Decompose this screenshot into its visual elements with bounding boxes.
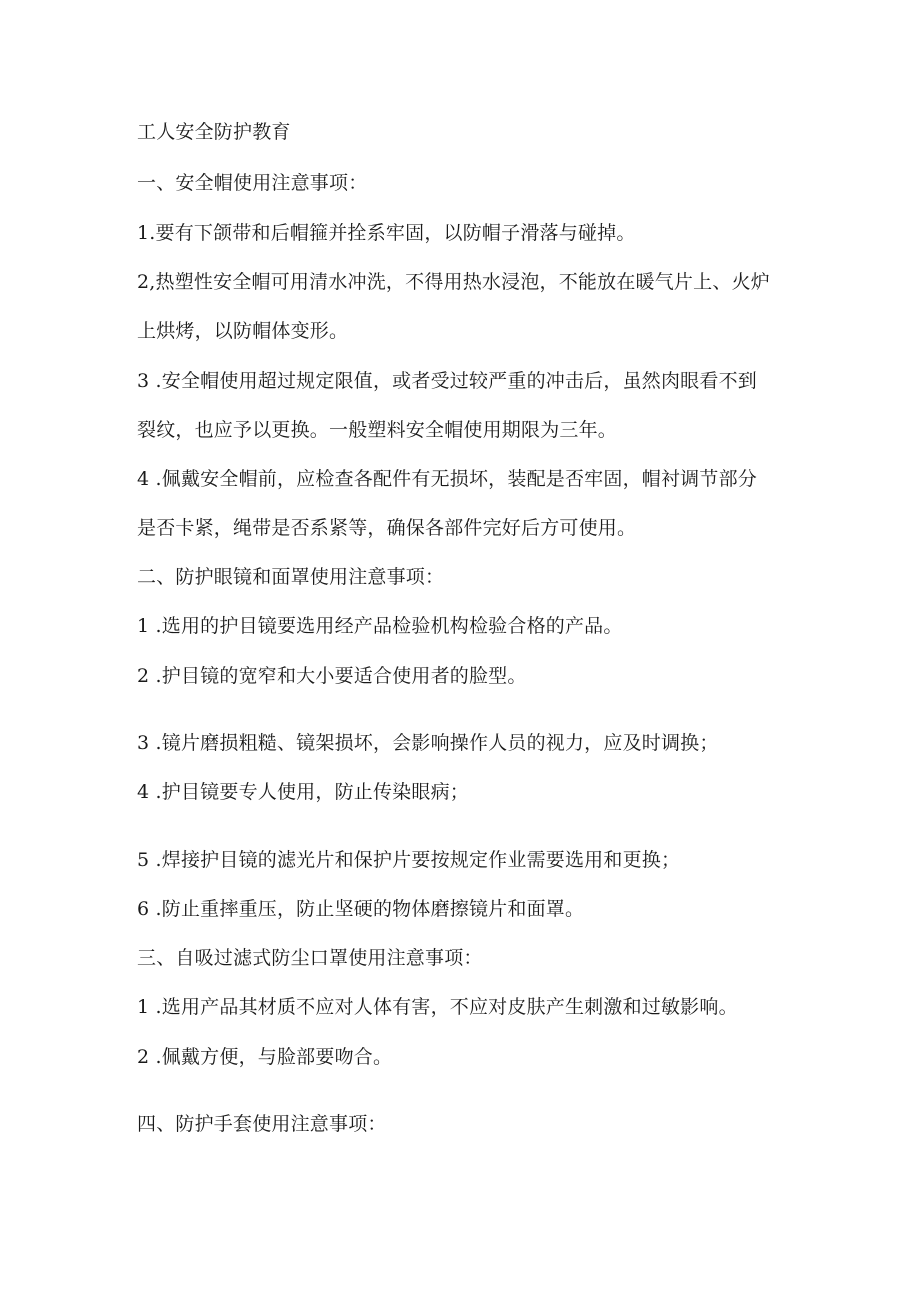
goggles-item-3: 3 .镜片磨损粗糙、镜架损坏，会影响操作人员的视力，应及时调换； (137, 732, 719, 754)
section-heading-helmet: 一、安全帽使用注意事项： (137, 172, 368, 194)
goggles-item-5: 5 .焊接护目镜的滤光片和保护片要按规定作业需要选用和更换； (137, 849, 681, 871)
helmet-item-4-line-1: 4 .佩戴安全帽前，应检查各配件有无损坏，装配是否牢固，帽衬调节部分 (137, 468, 757, 490)
section-heading-dust-mask: 三、自吸过滤式防尘口罩使用注意事项： (137, 947, 483, 969)
section-heading-gloves: 四、防护手套使用注意事项： (137, 1113, 387, 1135)
document-title: 工人安全防护教育 (137, 121, 291, 143)
goggles-item-1: 1 .选用的护目镜要选用经产品检验机构检验合格的产品。 (137, 615, 623, 637)
dust-mask-item-1: 1 .选用产品其材质不应对人体有害，不应对皮肤产生刺激和过敏影响。 (137, 996, 738, 1018)
goggles-item-6: 6 .防止重摔重压，防止坚硬的物体磨擦镜片和面罩。 (137, 898, 585, 920)
helmet-item-4-line-2: 是否卡紧，绳带是否系紧等，确保各部件完好后方可使用。 (137, 517, 637, 539)
dust-mask-item-2: 2 .佩戴方便，与脸部要吻合。 (137, 1046, 393, 1068)
helmet-item-2-line-2: 上烘烤，以防帽体变形。 (137, 320, 349, 342)
goggles-item-4: 4 .护目镜要专人使用，防止传染眼病； (137, 781, 469, 803)
goggles-item-2: 2 .护目镜的宽窄和大小要适合使用者的脸型。 (137, 665, 527, 687)
helmet-item-3-line-1: 3 .安全帽使用超过规定限值，或者受过较严重的冲击后，虽然肉眼看不到 (137, 370, 757, 392)
helmet-item-3-line-2: 裂纹，也应予以更换。一般塑料安全帽使用期限为三年。 (137, 419, 618, 441)
helmet-item-2-line-1: 2,热塑性安全帽可用清水冲洗，不得用热水浸泡，不能放在暖气片上、火炉 (137, 271, 770, 293)
section-heading-goggles: 二、防护眼镜和面罩使用注意事项： (137, 566, 445, 588)
helmet-item-1: 1.要有下颌带和后帽箍并拴系牢固，以防帽子滑落与碰掉。 (137, 222, 636, 244)
